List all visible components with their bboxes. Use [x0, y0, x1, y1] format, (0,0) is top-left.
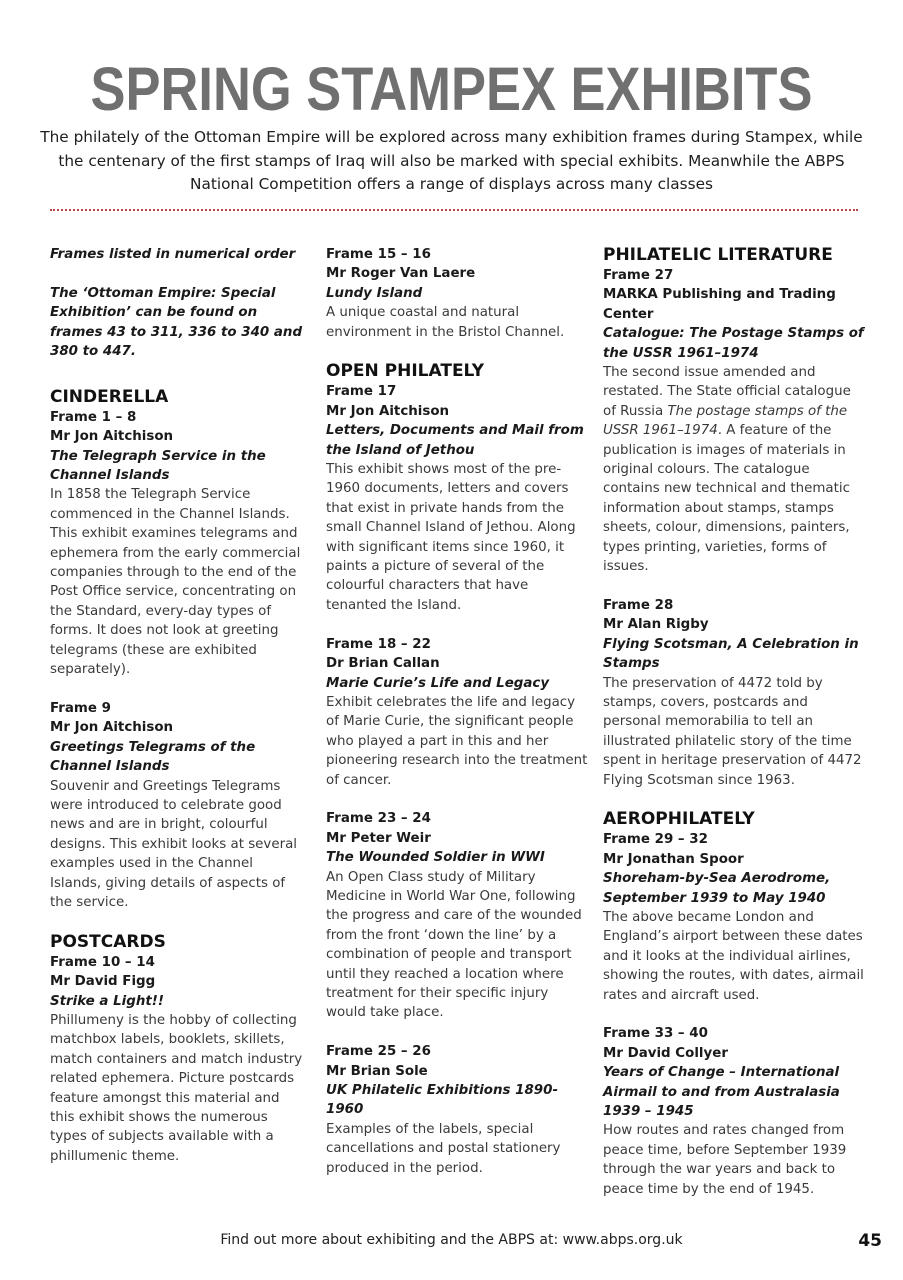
- exhibit-description: This exhibit shows most of the pre-1960 documents, letters and covers that exist in private hands from the small Channel Island of Jethou. Along with significant items since 1960, it paints a picture of several of the colourful characters that have tenanted the Island.: [326, 462, 576, 613]
- exhibit-exhibitor: Mr Alan Rigby: [603, 617, 709, 633]
- exhibit-exhibitor: Mr Jon Aitchison: [50, 720, 174, 736]
- page-title: SPRING STAMPEX EXHIBITS: [90, 55, 813, 123]
- exhibit-description: How routes and rates changed from peace time, before September 1939 through the war years and back to peace time by the end of 1945.: [603, 1123, 847, 1197]
- section-heading-open-philately: OPEN PHILATELY: [326, 361, 485, 382]
- exhibit-exhibitor: Mr Roger Van Laere: [326, 266, 476, 282]
- page-number: 45: [858, 1231, 882, 1251]
- exhibit-description: Souvenir and Greetings Telegrams were introduced to celebrate good news and are in bright, colourful designs. This exhibit looks at several examples used in the Channel Islands, giving details of aspects of the service.: [50, 778, 298, 910]
- exhibit-description: [603, 363, 865, 576]
- description-part: . A feature of the publication is images of materials in original colours. The catalogue contains new technical and thematic information about stamps, stamps sheets, colour, dimensions, painters, types printing, varieties, forms of issues.: [603, 423, 850, 575]
- exhibit-frame: Frame 1 – 8: [50, 409, 137, 425]
- exhibit-description: A unique coastal and natural environment in the Bristol Channel.: [326, 305, 565, 340]
- exhibit-title: Lundy Island: [326, 285, 423, 301]
- exhibit-frame: Frame 25 – 26: [326, 1044, 431, 1060]
- exhibit-exhibitor: Mr Jon Aitchison: [50, 429, 174, 445]
- column-left: [50, 245, 308, 1166]
- section-heading-aerophilately: AEROPHILATELY: [603, 809, 755, 830]
- exhibit-description: An Open Class study of Military Medicine in World War One, following the progress and care of the wounded from the front ‘down the line’ by a combination of people and transport until they reached a location where treatment for their specific injury would take place.: [326, 869, 582, 1021]
- exhibit-exhibitor: Mr David Collyer: [603, 1045, 728, 1061]
- exhibit-exhibitor: MARKA Publishing and Trading Center: [603, 287, 836, 322]
- ottoman-note: The ‘Ottoman Empire: Special Exhibition’ can be found on frames 43 to 311, 336 to 340 and 380 to 447.: [50, 285, 303, 360]
- exhibit-title: Strike a Light!!: [50, 993, 164, 1009]
- exhibit-title: The Wounded Soldier in WWI: [326, 850, 545, 866]
- exhibit-title: UK Philatelic Exhibitions 1890-1960: [326, 1083, 559, 1118]
- exhibit-exhibitor: Mr Jonathan Spoor: [603, 851, 744, 867]
- section-heading-cinderella: CINDERELLA: [50, 386, 169, 407]
- description-italic-title: The postage stamps of the USSR 1961–1974: [603, 403, 848, 439]
- exhibit-title: Shoreham-by-Sea Aerodrome, September 1939 to May 1940: [603, 871, 831, 906]
- exhibit-frame: Frame 10 – 14: [50, 954, 155, 970]
- exhibit-exhibitor: Mr Peter Weir: [326, 830, 431, 846]
- column-right: [603, 245, 865, 1199]
- exhibit-description: The above became London and England’s airport between these dates and it looks at the individual airlines, showing the routes, with dates, airmail rates and aircraft used.: [603, 909, 864, 1003]
- exhibit-frame: Frame 29 – 32: [603, 832, 708, 848]
- intro-paragraph: The philately of the Ottoman Empire will be explored across many exhibition frames during Stampex, while the centenary of the first stamps of Iraq will also be marked with special exhibits. Meanwhile the ABPS National Competition offers a range of displays across many classes: [40, 128, 863, 193]
- exhibit-title: Catalogue: The Postage Stamps of the USSR 1961–1974: [603, 326, 864, 361]
- exhibit-exhibitor: Mr Jon Aitchison: [326, 403, 450, 419]
- exhibit-exhibitor: Mr David Figg: [50, 974, 156, 990]
- exhibit-frame: Frame 27: [603, 268, 674, 283]
- exhibit-description: Exhibit celebrates the life and legacy of Marie Curie, the significant people who played a part in this and her pioneering research into the treatment of cancer.: [326, 694, 588, 788]
- exhibit-frame: Frame 9: [50, 700, 111, 716]
- description-part: The second issue amended and restated. The State official catalogue of Russia: [603, 365, 851, 419]
- exhibit-description: In 1858 the Telegraph Service commenced in the Channel Islands. This exhibit examines telegrams and ephemera from the early commercial companies through to the end of the Post Office service, concentrating on the Standard, every-day types of forms. It does not look at greeting telegrams (these are exhibited separately).: [50, 487, 301, 678]
- exhibit-title: Marie Curie’s Life and Legacy: [326, 675, 550, 691]
- order-note: Frames listed in numerical order: [50, 247, 296, 262]
- exhibit-frame: Frame 33 – 40: [603, 1026, 708, 1042]
- exhibit-title: Letters, Documents and Mail from the Island of Jethou: [326, 423, 584, 458]
- exhibit-description: Phillumeny is the hobby of collecting matchbox labels, booklets, skillets, match containers and match industry related ephemera. Picture postcards feature amongst this material and this exhibit shows the numerous types of subjects available with a phillumenic theme.: [50, 1012, 303, 1164]
- exhibit-title: Years of Change – International Airmail to and from Australasia 1939 – 1945: [603, 1065, 840, 1120]
- exhibit-frame: Frame 23 – 24: [326, 811, 431, 827]
- exhibit-title: The Telegraph Service in the Channel Islands: [50, 448, 266, 484]
- exhibit-frame: Frame 18 – 22: [326, 636, 431, 652]
- exhibit-exhibitor: Mr Brian Sole: [326, 1063, 428, 1079]
- exhibit-title: Greetings Telegrams of the Channel Islands: [50, 739, 256, 775]
- exhibit-exhibitor: Dr Brian Callan: [326, 656, 440, 672]
- section-heading-philatelic-literature: PHILATELIC LITERATURE: [603, 245, 833, 265]
- section-heading-postcards: POSTCARDS: [50, 931, 166, 952]
- exhibit-description: The preservation of 4472 told by stamps, covers, postcards and personal memorabilia to tell an illustrated philatelic story of the time spent in heritage preservation of 4472 Flying Scotsman since 1963.: [603, 675, 862, 788]
- footer-text: Find out more about exhibiting and the ABPS at: www.abps.org.uk: [220, 1232, 683, 1248]
- exhibit-description: Examples of the labels, special cancellations and postal stationery produced in the period.: [326, 1121, 561, 1176]
- exhibit-title: Flying Scotsman, A Celebration in Stamps: [603, 636, 859, 672]
- dotted-divider: [50, 209, 858, 211]
- exhibit-frame: Frame 28: [603, 597, 674, 613]
- column-middle: [326, 245, 588, 1178]
- exhibit-frame: Frame 17: [326, 384, 397, 400]
- exhibit-frame: Frame 15 – 16: [326, 247, 431, 262]
